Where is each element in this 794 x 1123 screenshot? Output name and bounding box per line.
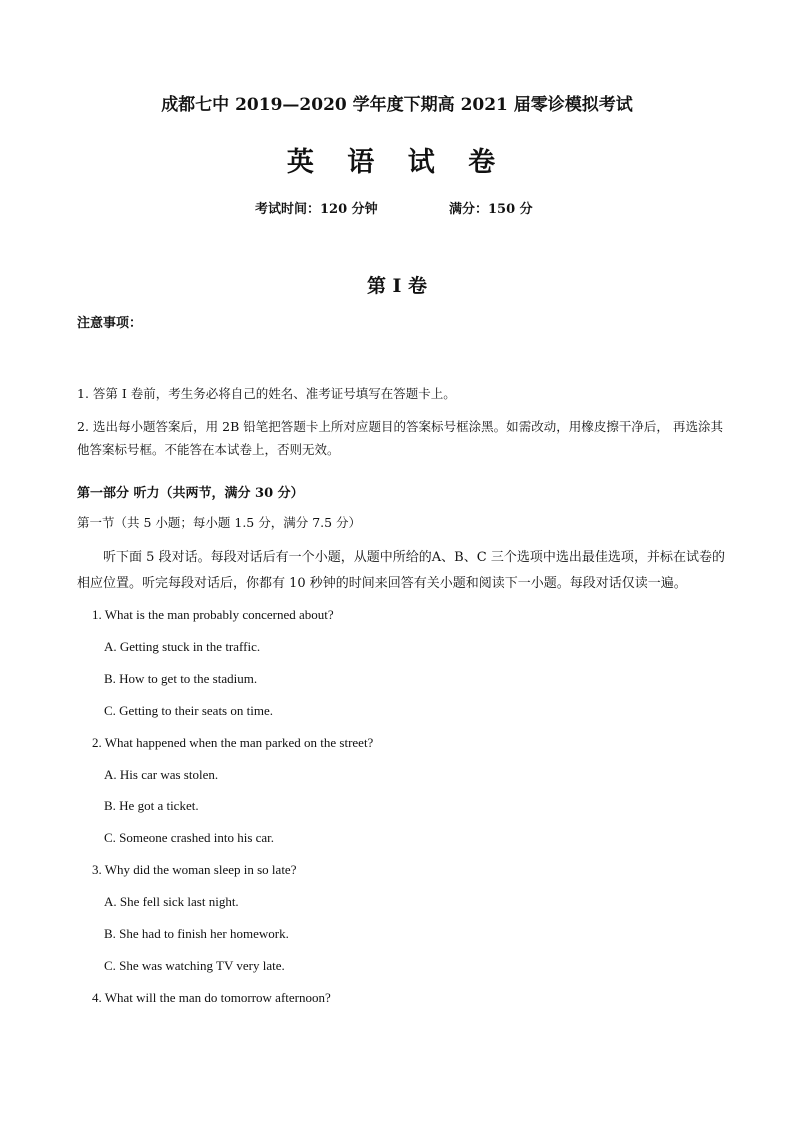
option-a: A. His car was stolen.	[104, 767, 219, 782]
question-stem: 3. Why did the woman sleep in so late?	[92, 862, 297, 877]
exam-title: 成都七中 2019—2020 学年度下期高 2021 届零诊模拟考试	[161, 95, 633, 115]
option-a: A. Getting stuck in the traffic.	[104, 639, 261, 654]
question-stem: 2. What happened when the man parked on the street?	[92, 735, 374, 750]
question-stem: 1. What is the man probably concerned about?	[92, 607, 334, 622]
subject-title: 英 语 试 卷	[286, 147, 508, 178]
option-b: B. How to get to the stadium.	[104, 671, 258, 686]
option-c: C. Getting to their seats on time.	[104, 703, 273, 718]
option-c: C. Someone crashed into his car.	[104, 830, 275, 845]
option-b: B. He got a ticket.	[104, 798, 199, 813]
question-stem: 4. What will the man do tomorrow afternoon?	[92, 990, 331, 1005]
section-heading: 第一节（共 5 小题；每小题 1.5 分，满分 7.5 分）	[77, 515, 362, 530]
exam-time: 考试时间：120 分钟	[255, 202, 378, 217]
notice-item-2: 2. 选出每小题答案后，用 2B 铅笔把答题卡上所对应题目的答案标号框涂黑。如需改动，用橡皮擦干净后， 再选涂其他答案标号框。不能答在本试卷上，否则无效。	[77, 419, 723, 457]
volume-title: 第 I 卷	[366, 275, 428, 297]
listening-instructions: 听下面 5 段对话。每段对话后有一个小题，从题中所给的A、B、C 三个选项中选出最佳选项，并标在试卷的相应位置。听完每段对话后，你都有 10 秒钟的时间来回答有关小题和阅读下一小题。每段对话仅读一遍。	[77, 550, 725, 591]
option-a: A. She fell sick last night.	[104, 894, 239, 909]
option-b: B. She had to finish her homework.	[104, 926, 289, 941]
part-heading: 第一部分 听力（共两节，满分 30 分）	[77, 486, 304, 501]
notice-item-1: 1. 答第 I 卷前，考生务必将自己的姓名、准考证号填写在答题卡上。	[77, 386, 456, 401]
full-score: 满分：150 分	[449, 202, 533, 217]
notice-heading: 注意事项：	[77, 316, 143, 331]
option-c: C. She was watching TV very late.	[104, 958, 285, 973]
